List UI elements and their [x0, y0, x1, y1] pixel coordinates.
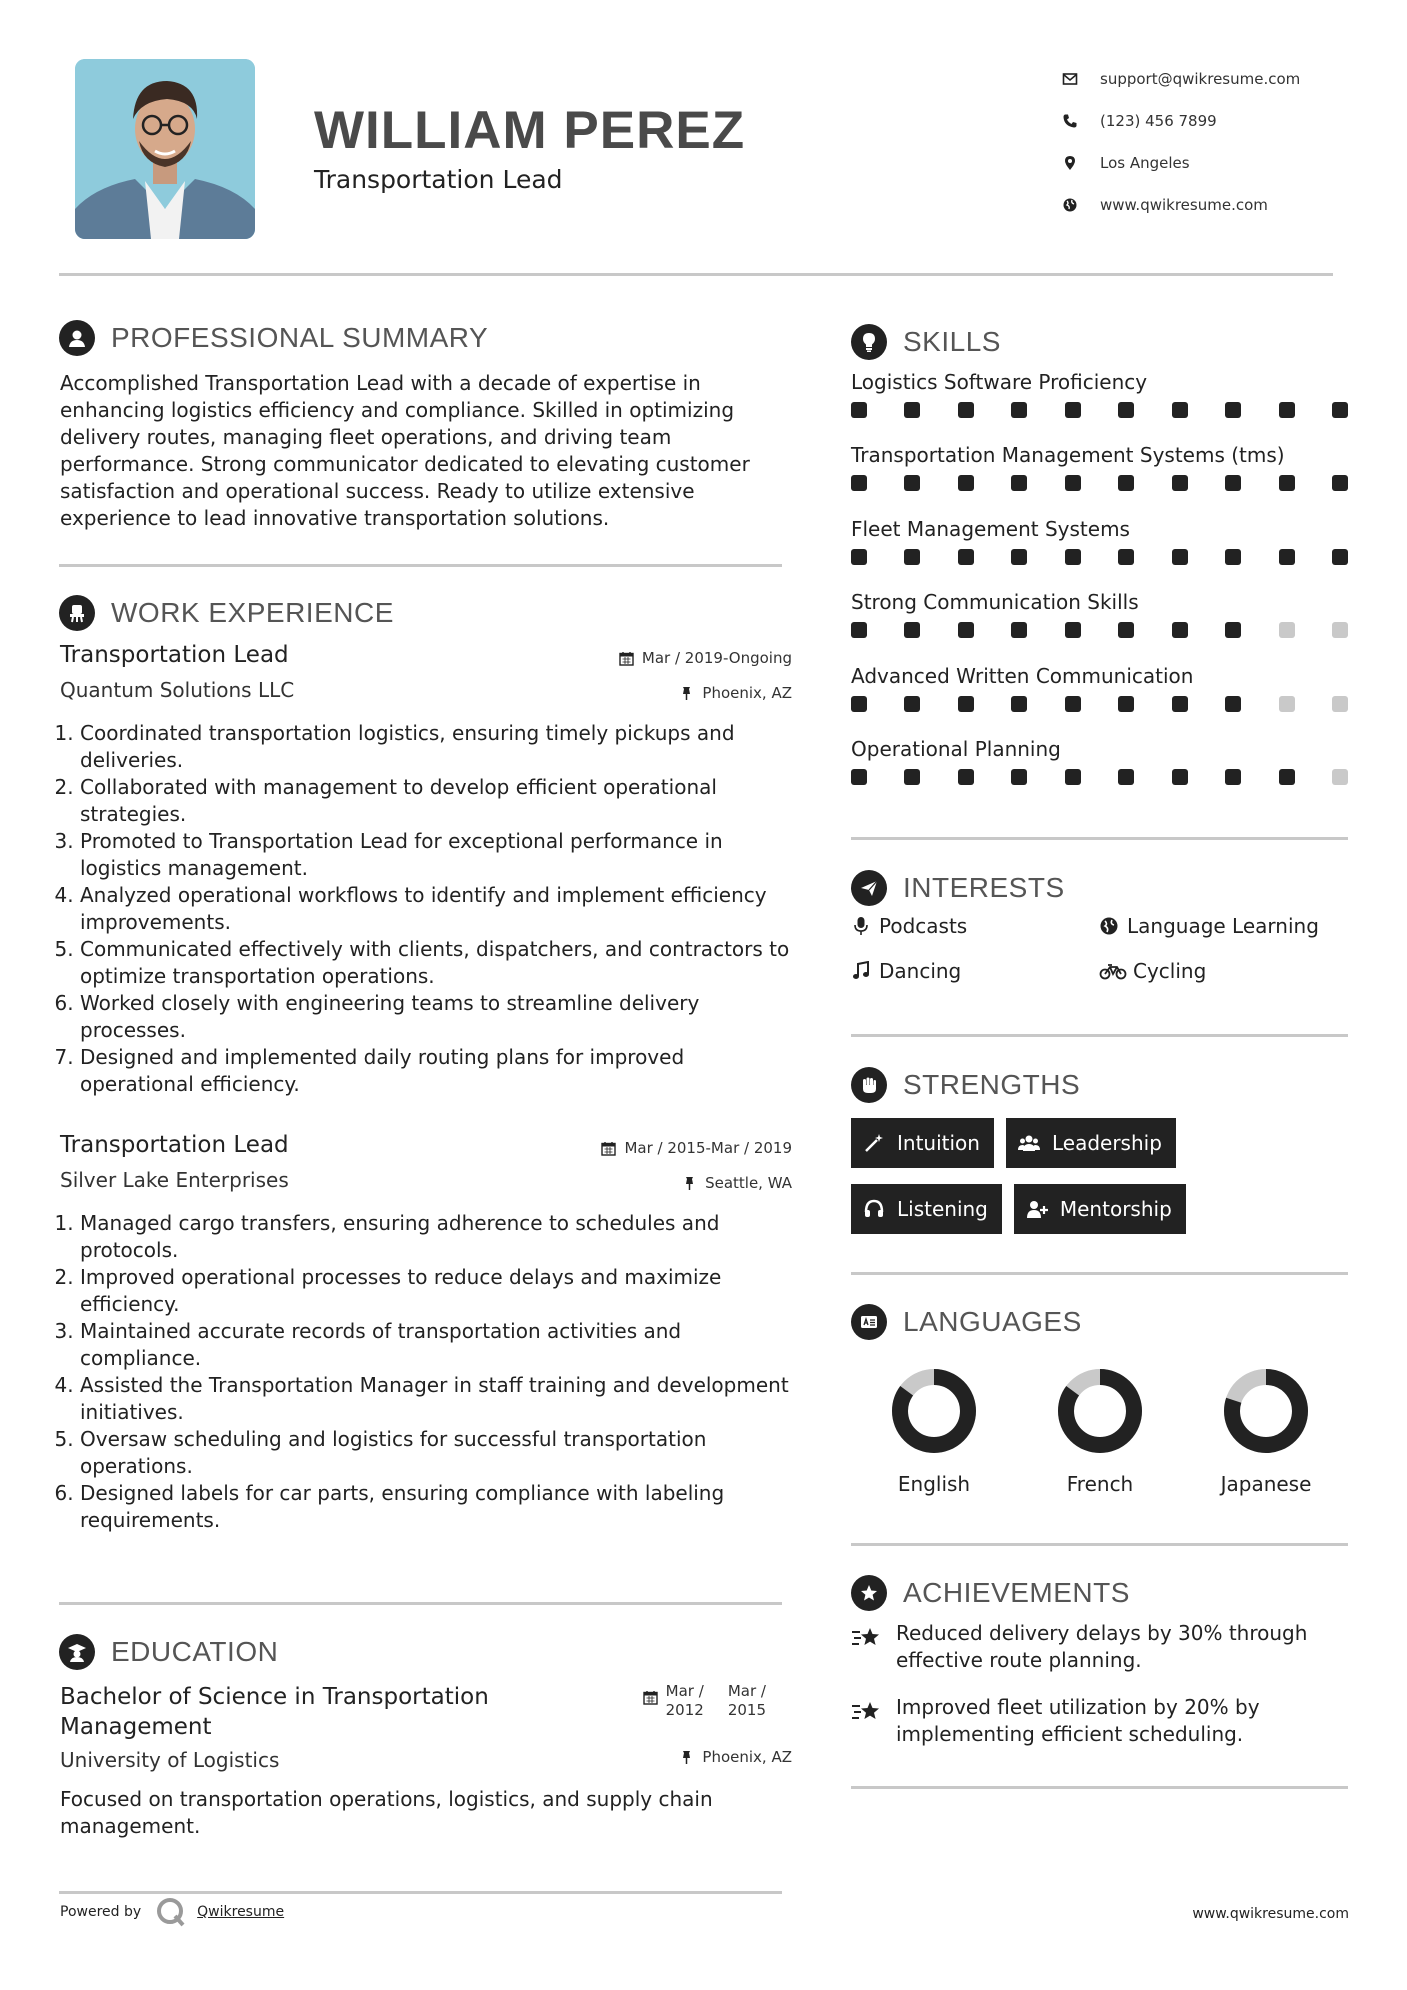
rating-dot: [1279, 549, 1295, 565]
interest-item: Podcasts: [851, 912, 1099, 940]
rating-dot: [1332, 696, 1348, 712]
list-item: 3. Promoted to Transportation Lead for exceptional performance in logistics management.: [80, 828, 792, 882]
rating-dot: [1279, 769, 1295, 785]
languages-divider: [851, 1543, 1348, 1546]
pushpin-icon: [679, 1750, 694, 1765]
rating-dot: [1065, 475, 1081, 491]
language-item: French: [1017, 1368, 1183, 1496]
interest-item: Dancing: [851, 957, 1099, 985]
achievements-title: ACHIEVEMENTS: [903, 1577, 1130, 1608]
rating-dot: [1172, 769, 1188, 785]
rating-dot: [1172, 549, 1188, 565]
rating-dot: [1172, 696, 1188, 712]
skill-rating: [851, 769, 1348, 785]
envelope-icon: [1062, 71, 1100, 87]
paper-plane-icon: [851, 870, 887, 906]
footer-divider: [59, 1891, 782, 1894]
qwikresume-logo-icon: [155, 1896, 187, 1928]
rating-dot: [1225, 769, 1241, 785]
globe-icon: [1062, 197, 1100, 213]
rating-dot: [1172, 402, 1188, 418]
rating-dot: [851, 549, 867, 565]
skill-rating: [851, 696, 1348, 712]
rating-dot: [851, 696, 867, 712]
email-text: support@qwikresume.com: [1100, 70, 1301, 88]
languages-list: [851, 1368, 1371, 1496]
job-dates: Mar / 2015-Mar / 2019: [601, 1139, 792, 1157]
header-divider: [59, 273, 1333, 276]
rating-dot: [1065, 549, 1081, 565]
language-item: Japanese: [1183, 1368, 1349, 1496]
skill-item: Transportation Management Systems (tms): [851, 443, 1351, 516]
languages-heading: [851, 1304, 1082, 1340]
footer-website[interactable]: www.qwikresume.com: [1192, 1906, 1349, 1922]
microphone-icon: [851, 916, 879, 936]
list-item: 5. Oversaw scheduling and logistics for successful transportation operations.: [80, 1426, 792, 1480]
rating-dot: [1118, 696, 1134, 712]
music-icon: [851, 961, 879, 981]
shooting-star-icon: [851, 1620, 896, 1674]
achievements-list: [851, 1620, 1351, 1768]
rating-dot: [1225, 696, 1241, 712]
proficiency-ring: [891, 1368, 977, 1454]
degree-title: Bachelor of Science in Transportation Management: [60, 1684, 489, 1740]
rating-dot: [1011, 475, 1027, 491]
graduate-icon: [59, 1634, 95, 1670]
skill-item: Advanced Written Communication: [851, 664, 1351, 737]
skill-item: Operational Planning: [851, 737, 1351, 810]
education-location: Phoenix, AZ: [679, 1748, 792, 1766]
rating-dot: [1332, 622, 1348, 638]
rating-dot: [1118, 549, 1134, 565]
strengths-divider: [851, 1272, 1348, 1275]
education-entry: [60, 1682, 792, 1840]
strengths-list: [851, 1118, 1371, 1250]
phone-icon: [1062, 113, 1100, 129]
interests-heading: [851, 870, 1065, 906]
shooting-star-icon: [851, 1694, 896, 1748]
skill-item: Logistics Software Proficiency: [851, 370, 1351, 443]
rating-dot: [904, 402, 920, 418]
job-company: Silver Lake Enterprises: [60, 1168, 289, 1192]
job-dates: Mar / 2019-Ongoing: [619, 649, 792, 667]
contact-email[interactable]: [1062, 58, 1392, 100]
rating-dot: [851, 622, 867, 638]
rating-dot: [1118, 622, 1134, 638]
pushpin-icon: [679, 686, 694, 701]
skill-item: Fleet Management Systems: [851, 517, 1351, 590]
skill-rating: [851, 622, 1348, 638]
list-item: 6. Worked closely with engineering teams to streamline delivery processes.: [80, 990, 792, 1044]
location-text: Los Angeles: [1100, 154, 1190, 172]
job-entry: [60, 1132, 792, 1534]
rating-dot: [1332, 402, 1348, 418]
job-company: Quantum Solutions LLC: [60, 678, 295, 702]
skill-rating: [851, 402, 1348, 418]
rating-dot: [958, 475, 974, 491]
rating-dot: [1065, 769, 1081, 785]
strength-tag: Mentorship: [1014, 1184, 1186, 1234]
achievements-heading: [851, 1575, 1130, 1611]
contact-website[interactable]: [1062, 184, 1392, 226]
education-dates: Mar / 2012 Mar / 2015: [643, 1682, 766, 1720]
summary-text: Accomplished Transportation Lead with a decade of expertise in enhancing logistics efficiency and compliance. Skilled in optimizing delivery routes, managing fleet operations, and driving team performance. Strong communicator dedicated to elevating customer satisfaction and operational success. Ready to utilize extensive experience to lead innovative transportation solutions.: [60, 371, 750, 530]
job-title: Transportation Lead: [60, 1132, 289, 1158]
skill-rating: [851, 475, 1348, 491]
proficiency-ring: [1223, 1368, 1309, 1454]
experience-heading: [59, 595, 394, 631]
rating-dot: [904, 622, 920, 638]
list-item: 4. Analyzed operational workflows to identify and implement efficiency improvements.: [80, 882, 792, 936]
rating-dot: [1332, 769, 1348, 785]
footer-powered-by: Powered by Qwikresume: [60, 1896, 284, 1928]
rating-dot: [904, 475, 920, 491]
rating-dot: [1279, 622, 1295, 638]
calendar-icon: [601, 1141, 616, 1156]
language-card-icon: [851, 1304, 887, 1340]
list-item: 4. Assisted the Transportation Manager in staff training and development initiatives.: [80, 1372, 792, 1426]
brand-link[interactable]: Qwikresume: [197, 1904, 285, 1920]
strengths-title: STRENGTHS: [903, 1069, 1081, 1100]
magic-wand-icon: [863, 1132, 885, 1154]
achievement-item: Improved fleet utilization by 20% by implementing efficient scheduling.: [851, 1694, 1351, 1748]
contact-list: [1062, 58, 1392, 226]
rating-dot: [958, 769, 974, 785]
rating-dot: [1172, 622, 1188, 638]
job-bullets: [80, 720, 792, 1098]
strengths-heading: [851, 1067, 1080, 1103]
candidate-title: Transportation Lead: [314, 165, 563, 194]
rating-dot: [1279, 402, 1295, 418]
interest-item: Language Learning: [1099, 912, 1371, 940]
user-icon: [59, 320, 95, 356]
rating-dot: [1011, 696, 1027, 712]
job-title: Transportation Lead: [60, 642, 289, 668]
list-item: 2. Collaborated with management to develop efficient operational strategies.: [80, 774, 792, 828]
rating-dot: [958, 696, 974, 712]
users-icon: [1018, 1132, 1040, 1154]
summary-divider: [59, 564, 782, 567]
rating-dot: [1279, 696, 1295, 712]
rating-dot: [851, 769, 867, 785]
proficiency-ring: [1057, 1368, 1143, 1454]
achievement-item: Reduced delivery delays by 30% through effective route planning.: [851, 1620, 1351, 1674]
rating-dot: [904, 549, 920, 565]
job-bullets: [80, 1210, 792, 1534]
list-item: 6. Designed labels for car parts, ensuring compliance with labeling requirements.: [80, 1480, 792, 1534]
user-plus-icon: [1026, 1198, 1048, 1220]
rating-dot: [1225, 549, 1241, 565]
rating-dot: [1118, 769, 1134, 785]
rating-dot: [1172, 475, 1188, 491]
skill-rating: [851, 549, 1348, 565]
rating-dot: [1011, 402, 1027, 418]
website-text: www.qwikresume.com: [1100, 196, 1268, 214]
interests-title: INTERESTS: [903, 872, 1065, 903]
rating-dot: [1225, 402, 1241, 418]
education-title: EDUCATION: [111, 1636, 279, 1667]
strength-tag: Intuition: [851, 1118, 994, 1168]
profile-photo: [75, 59, 255, 239]
rating-dot: [958, 549, 974, 565]
interests-list: [851, 912, 1371, 985]
globe-icon: [1099, 916, 1127, 936]
education-description: Focused on transportation operations, logistics, and supply chain management.: [60, 1787, 713, 1838]
contact-phone[interactable]: [1062, 100, 1392, 142]
school-name: University of Logistics: [60, 1748, 280, 1772]
rating-dot: [958, 402, 974, 418]
list-item: 3. Maintained accurate records of transportation activities and compliance.: [80, 1318, 792, 1372]
skills-list: [851, 370, 1351, 810]
rating-dot: [1332, 549, 1348, 565]
briefcase-chair-icon: [59, 595, 95, 631]
rating-dot: [851, 475, 867, 491]
summary-title: PROFESSIONAL SUMMARY: [111, 322, 489, 353]
rating-dot: [958, 622, 974, 638]
education-heading: [59, 1634, 278, 1670]
fist-icon: [851, 1067, 887, 1103]
strength-tag: Leadership: [1006, 1118, 1176, 1168]
rating-dot: [1065, 402, 1081, 418]
pushpin-icon: [682, 1176, 697, 1191]
lightbulb-icon: [851, 324, 887, 360]
rating-dot: [1011, 549, 1027, 565]
interests-divider: [851, 1034, 1348, 1037]
skill-item: Strong Communication Skills: [851, 590, 1351, 663]
summary-heading: [59, 320, 488, 356]
list-item: 7. Designed and implemented daily routing plans for improved operational efficiency.: [80, 1044, 792, 1098]
achievements-divider: [851, 1786, 1348, 1789]
calendar-icon: [643, 1690, 658, 1705]
phone-text: (123) 456 7899: [1100, 112, 1217, 130]
list-item: 1. Managed cargo transfers, ensuring adherence to schedules and protocols.: [80, 1210, 792, 1264]
bicycle-icon: [1099, 961, 1133, 981]
list-item: 5. Communicated effectively with clients, dispatchers, and contractors to optimize transportation operations.: [80, 936, 792, 990]
list-item: 1. Coordinated transportation logistics, ensuring timely pickups and deliveries.: [80, 720, 792, 774]
skills-title: SKILLS: [903, 326, 1001, 357]
rating-dot: [1065, 696, 1081, 712]
job-location: Phoenix, AZ: [679, 684, 792, 702]
rating-dot: [1332, 475, 1348, 491]
rating-dot: [1065, 622, 1081, 638]
job-entry: [60, 642, 792, 1098]
candidate-name: WILLIAM PEREZ: [314, 101, 746, 160]
rating-dot: [1279, 475, 1295, 491]
rating-dot: [1225, 622, 1241, 638]
experience-divider: [59, 1602, 782, 1605]
rating-dot: [1011, 622, 1027, 638]
rating-dot: [904, 769, 920, 785]
rating-dot: [1118, 475, 1134, 491]
calendar-icon: [619, 651, 634, 666]
rating-dot: [851, 402, 867, 418]
headphones-icon: [863, 1198, 885, 1220]
list-item: 2. Improved operational processes to reduce delays and maximize efficiency.: [80, 1264, 792, 1318]
rating-dot: [1225, 475, 1241, 491]
strength-tag: Listening: [851, 1184, 1002, 1234]
interest-item: Cycling: [1099, 957, 1371, 985]
map-pin-icon: [1062, 155, 1100, 171]
rating-dot: [1011, 769, 1027, 785]
language-item: English: [851, 1368, 1017, 1496]
contact-location: [1062, 142, 1392, 184]
job-location: Seattle, WA: [682, 1174, 792, 1192]
skills-divider: [851, 837, 1348, 840]
languages-title: LANGUAGES: [903, 1306, 1082, 1337]
experience-title: WORK EXPERIENCE: [111, 597, 394, 628]
rating-dot: [904, 696, 920, 712]
skills-heading: [851, 324, 1001, 360]
rating-dot: [1118, 402, 1134, 418]
star-badge-icon: [851, 1575, 887, 1611]
